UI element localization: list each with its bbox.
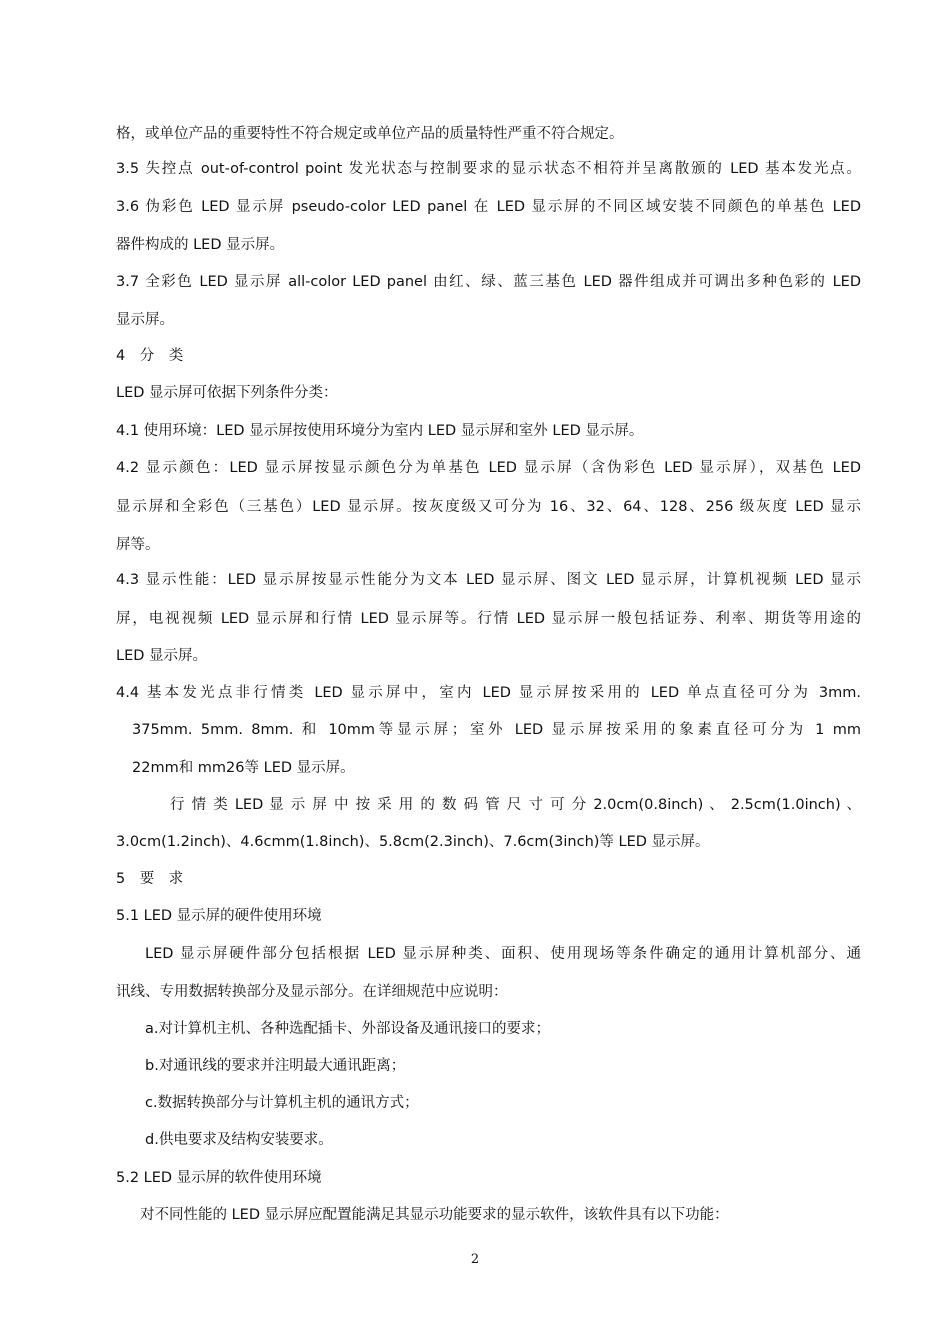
text-line: 屏等。 — [116, 537, 160, 553]
text-line: LED 显示屏。 — [116, 648, 208, 664]
subsection-heading: 5.1 LED 显示屏的硬件使用环境 — [116, 908, 322, 924]
section-heading: 5 要 求 — [116, 871, 184, 887]
text-line: 器件构成的 LED 显示屏。 — [116, 237, 285, 253]
text-line: 4.3 显示性能：LED 显示屏按显示性能分为文本 LED 显示屏、图文 LED 显示屏，计算机视频 LED 显示 — [116, 572, 861, 588]
text-line: 对不同性能的 LED 显示屏应配置能满足其显示功能要求的显示软件，该软件具有以下功能： — [140, 1207, 729, 1223]
list-item: a.对计算机主机、各种选配插卡、外部设备及通讯接口的要求； — [145, 1021, 550, 1037]
text-line: 行 情 类 LED 显 示 屏 中 按 采 用 的 数 码 管 尺 寸 可 分 2.0cm(0.8inch) 、 2.5cm(1.0inch) 、 — [170, 797, 861, 813]
subsection-heading: 5.2 LED 显示屏的软件使用环境 — [116, 1170, 322, 1186]
text-line: 格，或单位产品的重要特性不符合规定或单位产品的质量特性严重不符合规定。 — [116, 126, 624, 142]
text-line: LED 显示屏硬件部分包括根据 LED 显示屏种类、面积、使用现场等条件确定的通用计算机部分、通 — [145, 946, 861, 962]
section-heading: 4 分 类 — [116, 348, 184, 364]
text-line: 22mm和 mm26等 LED 显示屏。 — [132, 760, 355, 776]
text-line: 3.5 失控点 out-of-control point 发光状态与控制要求的显示状态不相符并呈离散颁的 LED 基本发光点。 — [116, 161, 861, 177]
text-line: 3.6 伪彩色 LED 显示屏 pseudo-color LED panel 在 LED 显示屏的不同区域安装不同颜色的单基色 LED — [116, 199, 861, 215]
text-line: LED 显示屏可依据下列条件分类： — [116, 385, 338, 401]
text-line: 4.4 基本发光点非行情类 LED 显示屏中，室内 LED 显示屏按采用的 LED 单点直径可分为 3mm. — [116, 685, 861, 701]
text-line: 4.1 使用环境：LED 显示屏按使用环境分为室内 LED 显示屏和室外 LED 显示屏。 — [116, 423, 644, 439]
text-line: 显示屏。 — [116, 312, 174, 328]
text-line: 屏，电视视频 LED 显示屏和行情 LED 显示屏等。行情 LED 显示屏一般包括证券、利率、期货等用途的 — [116, 611, 861, 627]
list-item: d.供电要求及结构安装要求。 — [145, 1132, 333, 1148]
page-number: 2 — [470, 1252, 480, 1267]
text-line: 375mm. 5mm. 8mm. 和 10mm等显示屏；室外 LED 显示屏按采用的象素直径可分为 1 mm — [132, 722, 861, 738]
list-item: c.数据转换部分与计算机主机的通讯方式； — [145, 1095, 419, 1111]
text-line: 显示屏和全彩色（三基色）LED 显示屏。按灰度级又可分为 16、32、64、128、256 级灰度 LED 显示 — [116, 499, 861, 515]
text-line: 3.0cm(1.2inch)、4.6cmm(1.8inch)、5.8cm(2.3inch)、7.6cm(3inch)等 LED 显示屏。 — [116, 834, 710, 850]
text-line: 讯线、专用数据转换部分及显示部分。在详细规范中应说明： — [116, 984, 508, 1000]
list-item: b.对通讯线的要求并注明最大通讯距离； — [145, 1058, 406, 1074]
text-line: 4.2 显示颜色：LED 显示屏按显示颜色分为单基色 LED 显示屏（含伪彩色 LED 显示屏），双基色 LED — [116, 460, 861, 476]
text-line: 3.7 全彩色 LED 显示屏 all-color LED panel 由红、绿、蓝三基色 LED 器件组成并可调出多种色彩的 LED — [116, 274, 861, 290]
